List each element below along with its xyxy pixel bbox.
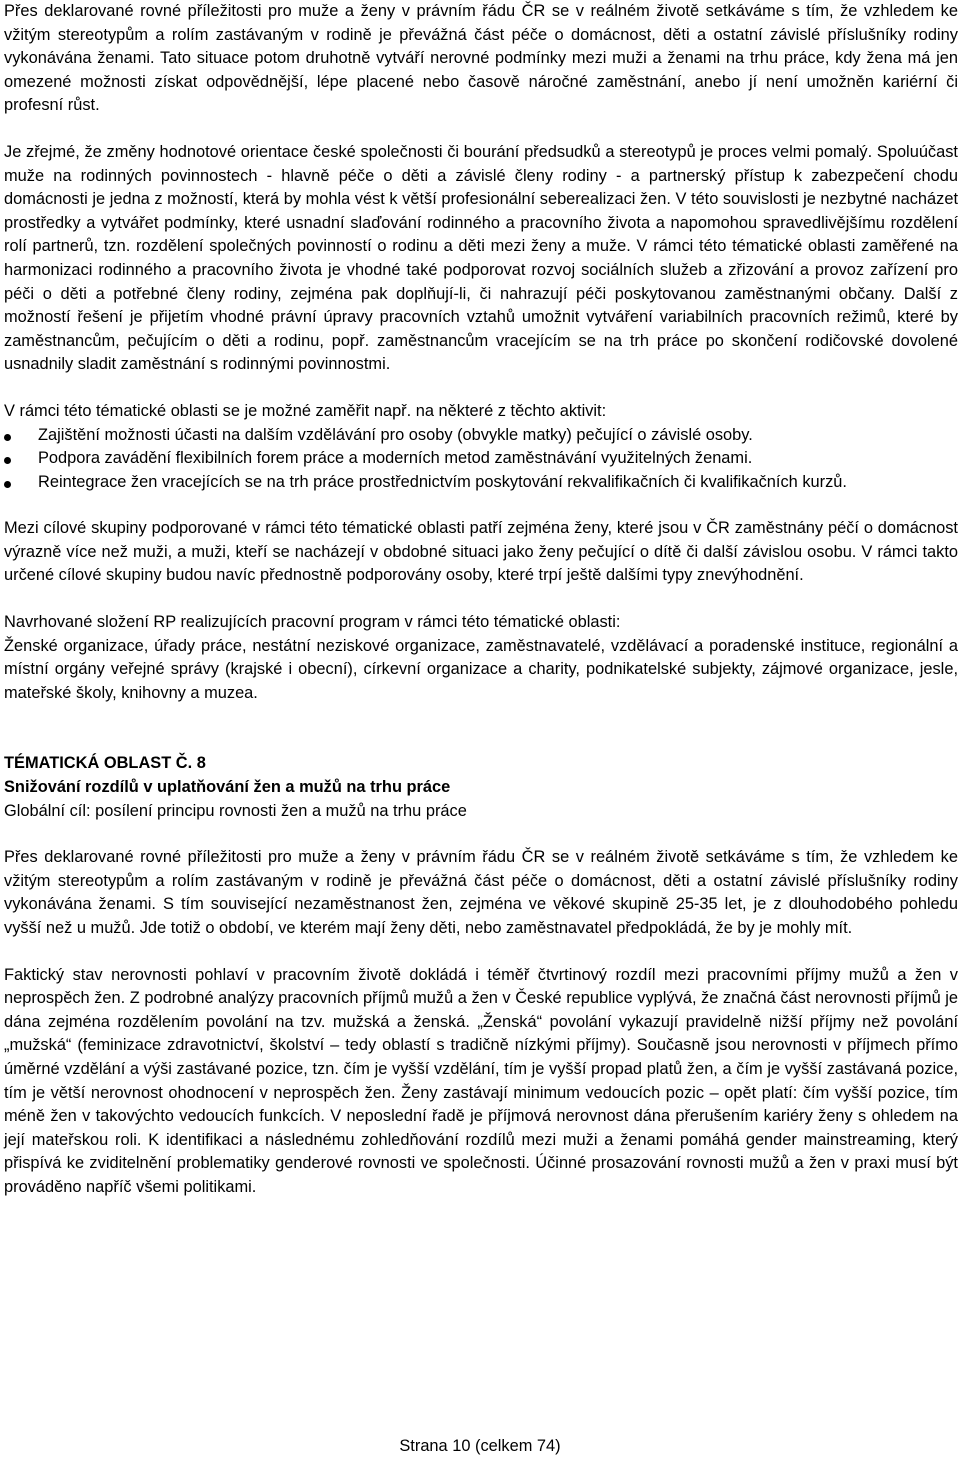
bullet-icon bbox=[4, 481, 11, 488]
paragraph-partners-list: Ženské organizace, úřady práce, nestátní neziskové organizace, zaměstnavatelé, vzdělávací a poradenské instituce, regionální a místní orgány veřejné správy (krajské i obecní), církevní organizace a charity, podnikatelské subjekty, zájmové organizace, jesle, mateřské školy, knihovny a muzea. bbox=[4, 636, 958, 702]
list-item bbox=[4, 447, 958, 471]
section-goal: Globální cíl: posílení principu rovnosti žen a mužů na trhu práce bbox=[4, 801, 467, 820]
paragraph-partners-intro: Navrhované složení RP realizujících pracovní program v rámci této tématické oblasti: bbox=[4, 613, 621, 632]
page-number: Strana 10 (celkem 74) bbox=[399, 1437, 561, 1455]
section-title: TÉMATICKÁ OBLAST Č. 8 bbox=[4, 754, 206, 773]
paragraph-income-inequality: Faktický stav nerovnosti pohlaví v pracovním životě dokládá i téměř čtvrtinový rozdíl mezi pracovními příjmy mužů a žen v neprospěch žen. Z podrobné analýzy pracovních příjmů mužů a žen v České republice vyplývá, že značná část nerovnosti příjmů je dána zejména rozdělením povolání na tzv. mužská a ženská. „Ženská“ povolání vykazují pravidelně nižší příjmy než povolání „mužská“ (feminizace zdravotnictví, školství – tedy oblastí s tradičně nízkými příjmy). Současně jsou nerovnosti v příjmech přímo úměrné vzdělání a výši zastávané pozice, tzn. čím je vyšší vzdělání, tím je vyšší propad platů žen, a čím je vyšší zastávaná pozice, tím je větší nerovnost ohodnocení v neprospěch žen. Ženy zastávají minimum vedoucích pozic – opět platí: čím vyšší pozice, tím méně žen v takovýchto vedoucích funkcích. V neposlední řadě je příjmová nerovnost dána přerušením kariéry ženy s ohledem na její mateřskou roli. K identifikaci a následnému zohledňování rozdílů mezi muži a ženami pomáhá gender mainstreaming, který přispívá ke zviditelnění problematiky genderové rovnosti ve společnosti. Účinné prosazování rovnosti mužů a žen v praxi musí být prováděno napříč všemi politikami. bbox=[4, 965, 958, 1196]
list-item-text: Podpora zavádění flexibilních forem práce a moderních metod zaměstnávání využitelných ženami. bbox=[38, 449, 753, 468]
paragraph-equal-opportunities: Přes deklarované rovné příležitosti pro muže a ženy v právním řádu ČR se v reálném životě setkáváme s tím, že vzhledem ke vžitým stereotypům a rolím zastávaným v rodině je převážná část péče o domácnost, děti a ostatní závislé příslušníky rodiny vykonávána ženami. S tím související nezaměstnanost žen, zejména ve věkové skupině 25-35 let, je z dlouhodobého pohledu vyšší než u mužů. Jde totiž o období, ve kterém mají ženy děti, nebo zaměstnavatel předpokládá, že by je mohly mít. bbox=[4, 848, 958, 937]
list-item-text: Zajištění možnosti účasti na dalším vzdělávání pro osoby (obvykle matky) pečující o závislé osoby. bbox=[38, 425, 753, 444]
document-page bbox=[4, 0, 958, 1200]
activities-list bbox=[4, 424, 958, 495]
bullet-icon bbox=[4, 457, 11, 464]
section-subtitle: Snižování rozdílů v uplatňování žen a mužů na trhu práce bbox=[4, 778, 451, 797]
paragraph-intro: Přes deklarované rovné příležitosti pro muže a ženy v právním řádu ČR se v reálném životě setkáváme s tím, že vzhledem ke vžitým stereotypům a rolím zastávaným v rodině je převážná část péče o domácnost, děti a ostatní závislé příslušníky rodiny vykonávána ženami. Tato situace potom druhotně vytváří nerovné podmínky mezi muži a ženami na trhu práce, kdy žena má jen omezené možnosti získat odpovědnější, lépe placené nebo časově náročné zaměstnání, anebo jí není umožněn kariérní či profesní růst. bbox=[4, 2, 958, 115]
list-item bbox=[4, 424, 958, 448]
activities-intro: V rámci této tématické oblasti se je možné zaměřit např. na některé z těchto aktivit: bbox=[4, 401, 607, 420]
bullet-icon bbox=[4, 434, 11, 441]
paragraph-target-groups: Mezi cílové skupiny podporované v rámci této tématické oblasti patří zejména ženy, které jsou v ČR zaměstnány péčí o domácnost výrazně více než muži, a muži, kteří se nacházejí v obdobné situaci jako ženy pečující o dítě či další závislou osobu. V rámci takto určené cílové skupiny budou navíc přednostně podporovány osoby, které trpí ještě dalšími typy znevýhodnění. bbox=[4, 519, 958, 585]
list-item-text: Reintegrace žen vracejících se na trh práce prostřednictvím poskytování rekvalifikačních či kvalifikačních kurzů. bbox=[38, 472, 847, 491]
list-item bbox=[4, 471, 958, 495]
paragraph-values-orientation: Je zřejmé, že změny hodnotové orientace české společnosti či bourání předsudků a stereotypů je proces velmi pomalý. Spoluúčast muže na rodinných povinnostech - hlavně péče o děti a závislé členy rodiny - a partnerský přístup k zabezpečení chodu domácnosti je jedna z možností, která by mohla vést k větší profesionální seberealizaci žen. V této souvislosti je nezbytné nacházet prostředky a vytvářet podmínky, které usnadní slaďování rodinného a pracovního života a napomohou spravedlivějšímu rozdělení rolí partnerů, tzn. rozdělení společných povinností o rodinu a děti mezi ženy a muže. V rámci této tématické oblasti zaměřené na harmonizaci rodinného a pracovního života je vhodné také podporovat rozvoj sociálních služeb a zřizování a provoz zařízení pro péči o děti a potřebné členy rodiny, zejména pak doplňují-li, či nahrazují péči poskytovanou zaměstnanými občany. Další z možností řešení je přijetím vhodné právní úpravy pracovních vztahů umožnit vytváření variabilních pracovních režimů, které by zaměstnancům, pečujícím o děti a rodinu, popř. zaměstnancům vracejícím se na trh práce po skončení rodičovské dovolené usnadnily sladit zaměstnání s rodinnými povinnostmi. bbox=[4, 142, 958, 374]
